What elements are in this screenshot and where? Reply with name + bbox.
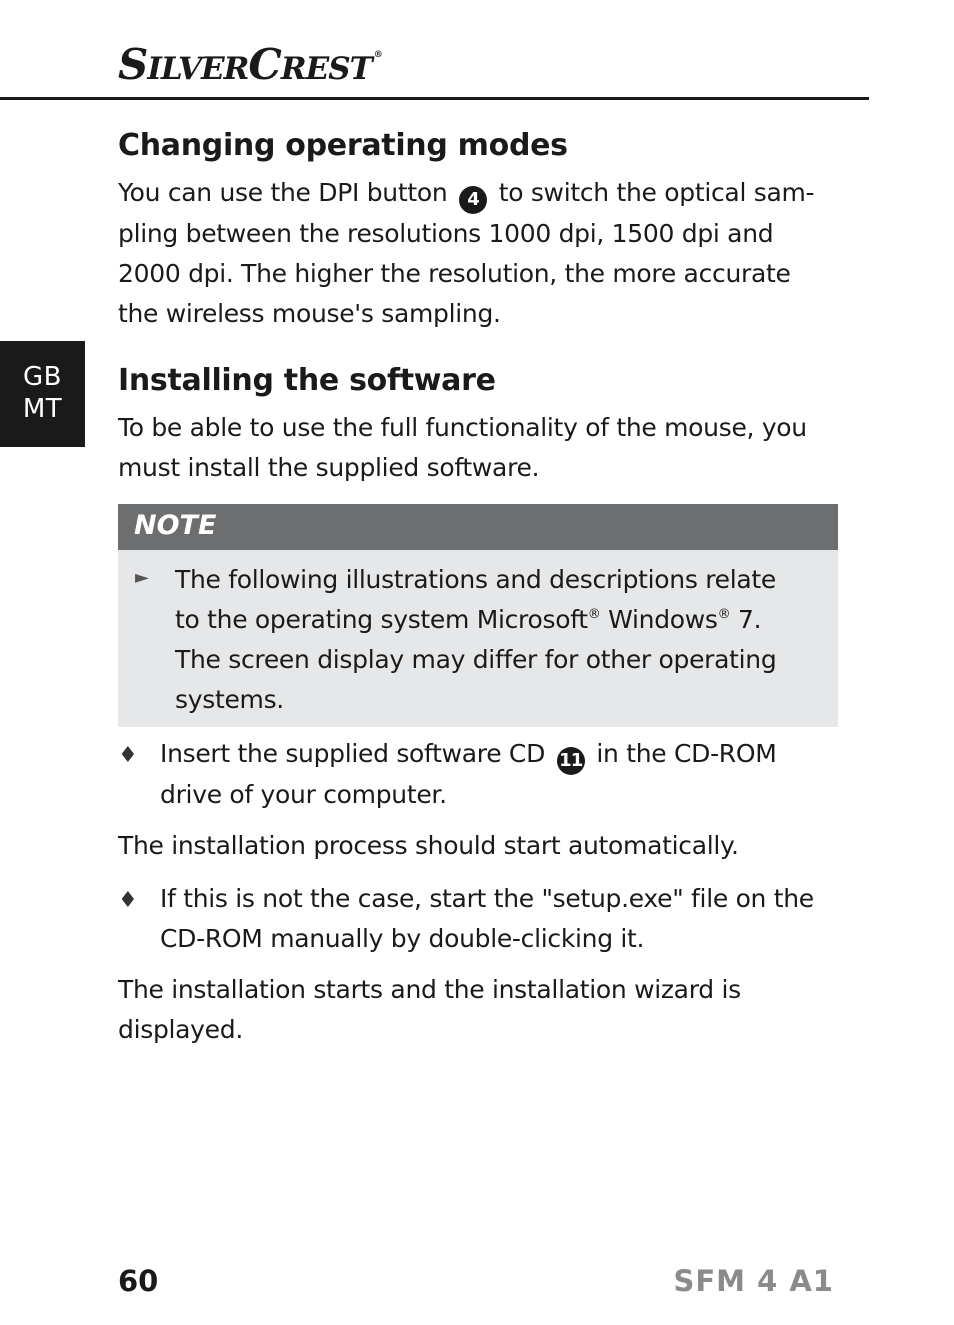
step-line: If this is not the case, start the "setup.exe" file on the — [160, 884, 814, 913]
silvercrest-logo: SILVERCREST ® — [118, 40, 382, 89]
installing-software-text — [118, 408, 838, 488]
operating-modes-text — [118, 173, 838, 334]
language-tab — [0, 341, 85, 447]
paragraph-line: The installation starts and the installation wizard is — [118, 975, 741, 1004]
note-text — [175, 560, 776, 720]
paragraph-line: The installation process should start automatically. — [118, 831, 739, 860]
paragraph-line: 2000 dpi. The higher the resolution, the more accurate — [118, 259, 791, 288]
note-line: to the operating system Microsoft® Windows® 7. — [175, 605, 762, 634]
section-operating-modes — [118, 127, 838, 165]
paragraph-line: pling between the resolutions 1000 dpi, 1500 dpi and — [118, 219, 774, 248]
step-line: drive of your computer. — [160, 780, 447, 809]
paragraph-line: displayed. — [118, 1015, 243, 1044]
paragraph-line: To be able to use the full functionality of the mouse, you — [118, 413, 807, 442]
note-header — [118, 504, 838, 550]
note-line: The screen display may differ for other operating — [175, 645, 777, 674]
language-code-gb: GB — [23, 362, 62, 392]
diamond-bullet-icon: ♦ — [118, 888, 138, 913]
arrow-right-icon: ► — [135, 567, 149, 588]
cd-reference-badge: 11 — [557, 747, 585, 775]
button-reference-badge: 4 — [459, 186, 487, 214]
wizard-displayed-text — [118, 970, 838, 1050]
section-heading-operating-modes: Changing operating modes — [118, 128, 568, 163]
step-line: Insert the supplied software CD 11 in the CD-ROM — [160, 734, 777, 775]
paragraph-line: must install the supplied software. — [118, 453, 540, 482]
step-line: CD-ROM manually by double-clicking it. — [160, 924, 645, 953]
note-body — [118, 550, 838, 727]
note-line: systems. — [175, 685, 284, 714]
paragraph-line: You can use the DPI button 4 to switch the optical sam- — [118, 173, 838, 214]
paragraph-line: the wireless mouse's sampling. — [118, 299, 501, 328]
section-heading-installing-software: Installing the software — [118, 363, 496, 398]
language-code-mt: MT — [22, 394, 63, 424]
model-number: SFM 4 A1 — [673, 1264, 834, 1298]
section-installing-software — [118, 362, 838, 400]
header-divider — [0, 97, 869, 100]
note-line: The following illustrations and descriptions relate — [175, 565, 776, 594]
note-title: NOTE — [134, 510, 217, 541]
page-number: 60 — [118, 1264, 159, 1298]
diamond-bullet-icon: ♦ — [118, 743, 138, 768]
install-auto-start-text — [118, 826, 838, 866]
